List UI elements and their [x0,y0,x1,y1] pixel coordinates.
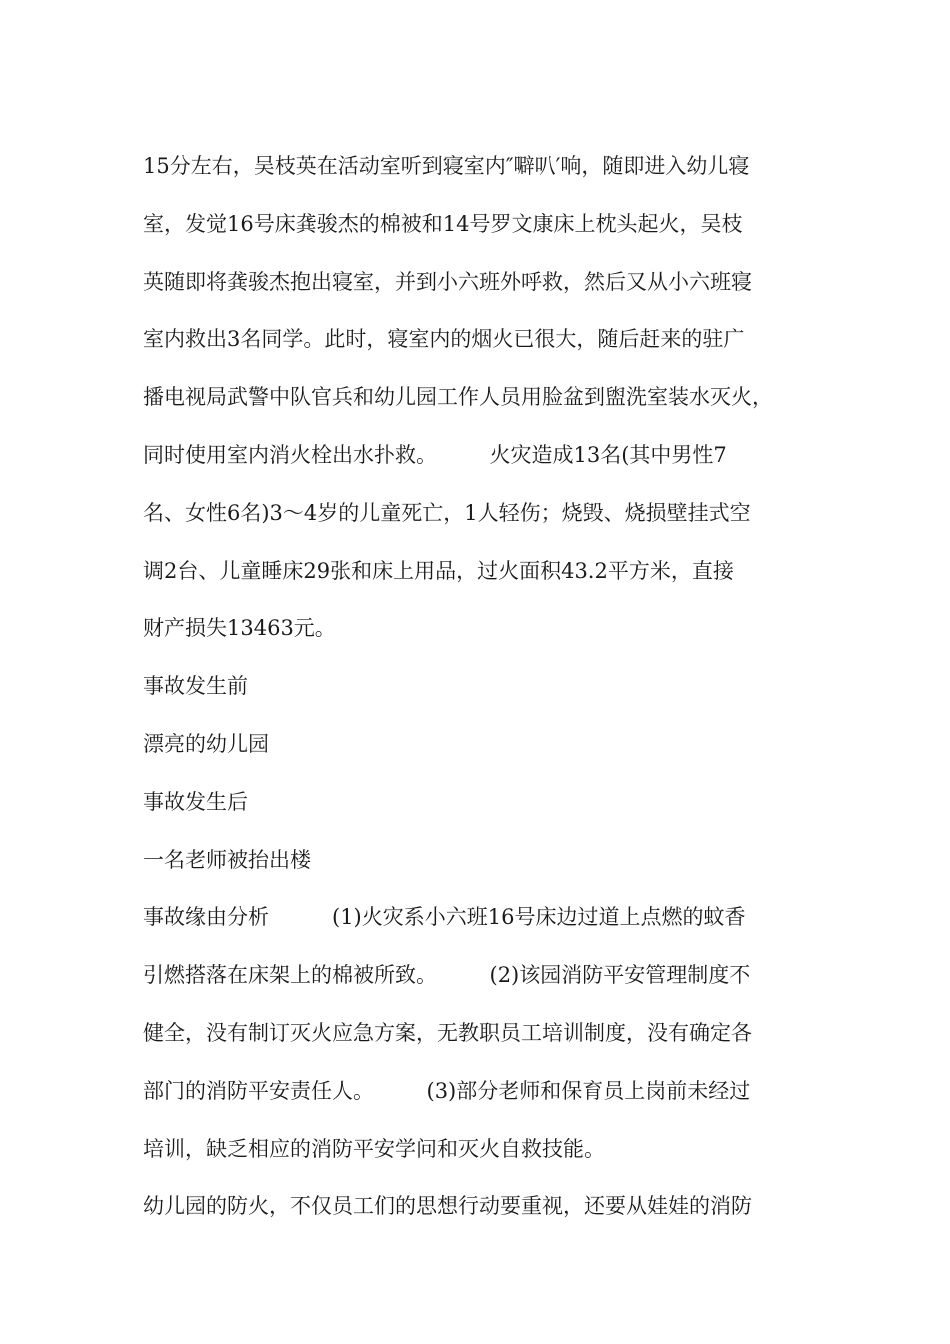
text-line: 播电视局武警中队官兵和幼儿园工作人员用脸盆到盥洗室装水灭火， [143,385,773,410]
text-line: 事故发生后 [143,789,248,814]
text-line: 名、女性6名)3～4岁的儿童死亡，1人轻伤；烧毁、烧损壁挂式空 [143,500,751,525]
text-line: 培训，缺乏相应的消防平安学问和灭火自救技能。 [143,1136,605,1161]
text-line: 室内救出3名同学。此时，寝室内的烟火已很大，随后赶来的驻广 [143,327,745,352]
text-line: 财产损失13463元。 [143,616,336,641]
text-line: 调2台、儿童睡床29张和床上用品，过火面积43.2平方米，直接 [143,558,734,583]
text-line: 一名老师被抬出楼 [143,847,311,872]
paragraph [143,1178,823,1236]
text-line: 健全，没有制订灭火应急方案，无教职员工培训制度，没有确定各 [143,1020,752,1045]
text-line: 引燃搭落在床架上的棉被所致。 (2)该园消防平安管理制度不 [143,963,751,988]
text-line: 漂亮的幼儿园 [143,731,269,756]
paragraph [143,658,823,716]
text-line: 室，发觉16号床龚骏杰的棉被和14号罗文康床上枕头起火，吴枝 [143,211,743,236]
text-line: 15分左右，吴枝英在活动室听到寝室内″噼叭′响，随即进入幼儿寝 [143,154,750,178]
text-line: 英随即将龚骏杰抱出寝室，并到小六班外呼救，然后又从小六班寝 [143,269,752,294]
text-line: 事故缘由分析 (1)火灾系小六班16号床边过道上点燃的蚊香 [143,905,746,930]
paragraph [143,138,823,658]
text-line: 部门的消防平安责任人。 (3)部分老师和保育员上岗前未经过 [143,1078,751,1103]
text-line: 同时使用室内消火栓出水扑救。 火灾造成13名(其中男性7 [143,442,727,467]
document-body [143,138,823,1236]
paragraph [143,889,823,1178]
paragraph [143,774,823,832]
paragraph [143,716,823,774]
text-line: 幼儿园的防火，不仅员工们的思想行动要重视，还要从娃娃的消防 [143,1194,752,1219]
paragraph [143,832,823,890]
text-line: 事故发生前 [143,674,248,699]
